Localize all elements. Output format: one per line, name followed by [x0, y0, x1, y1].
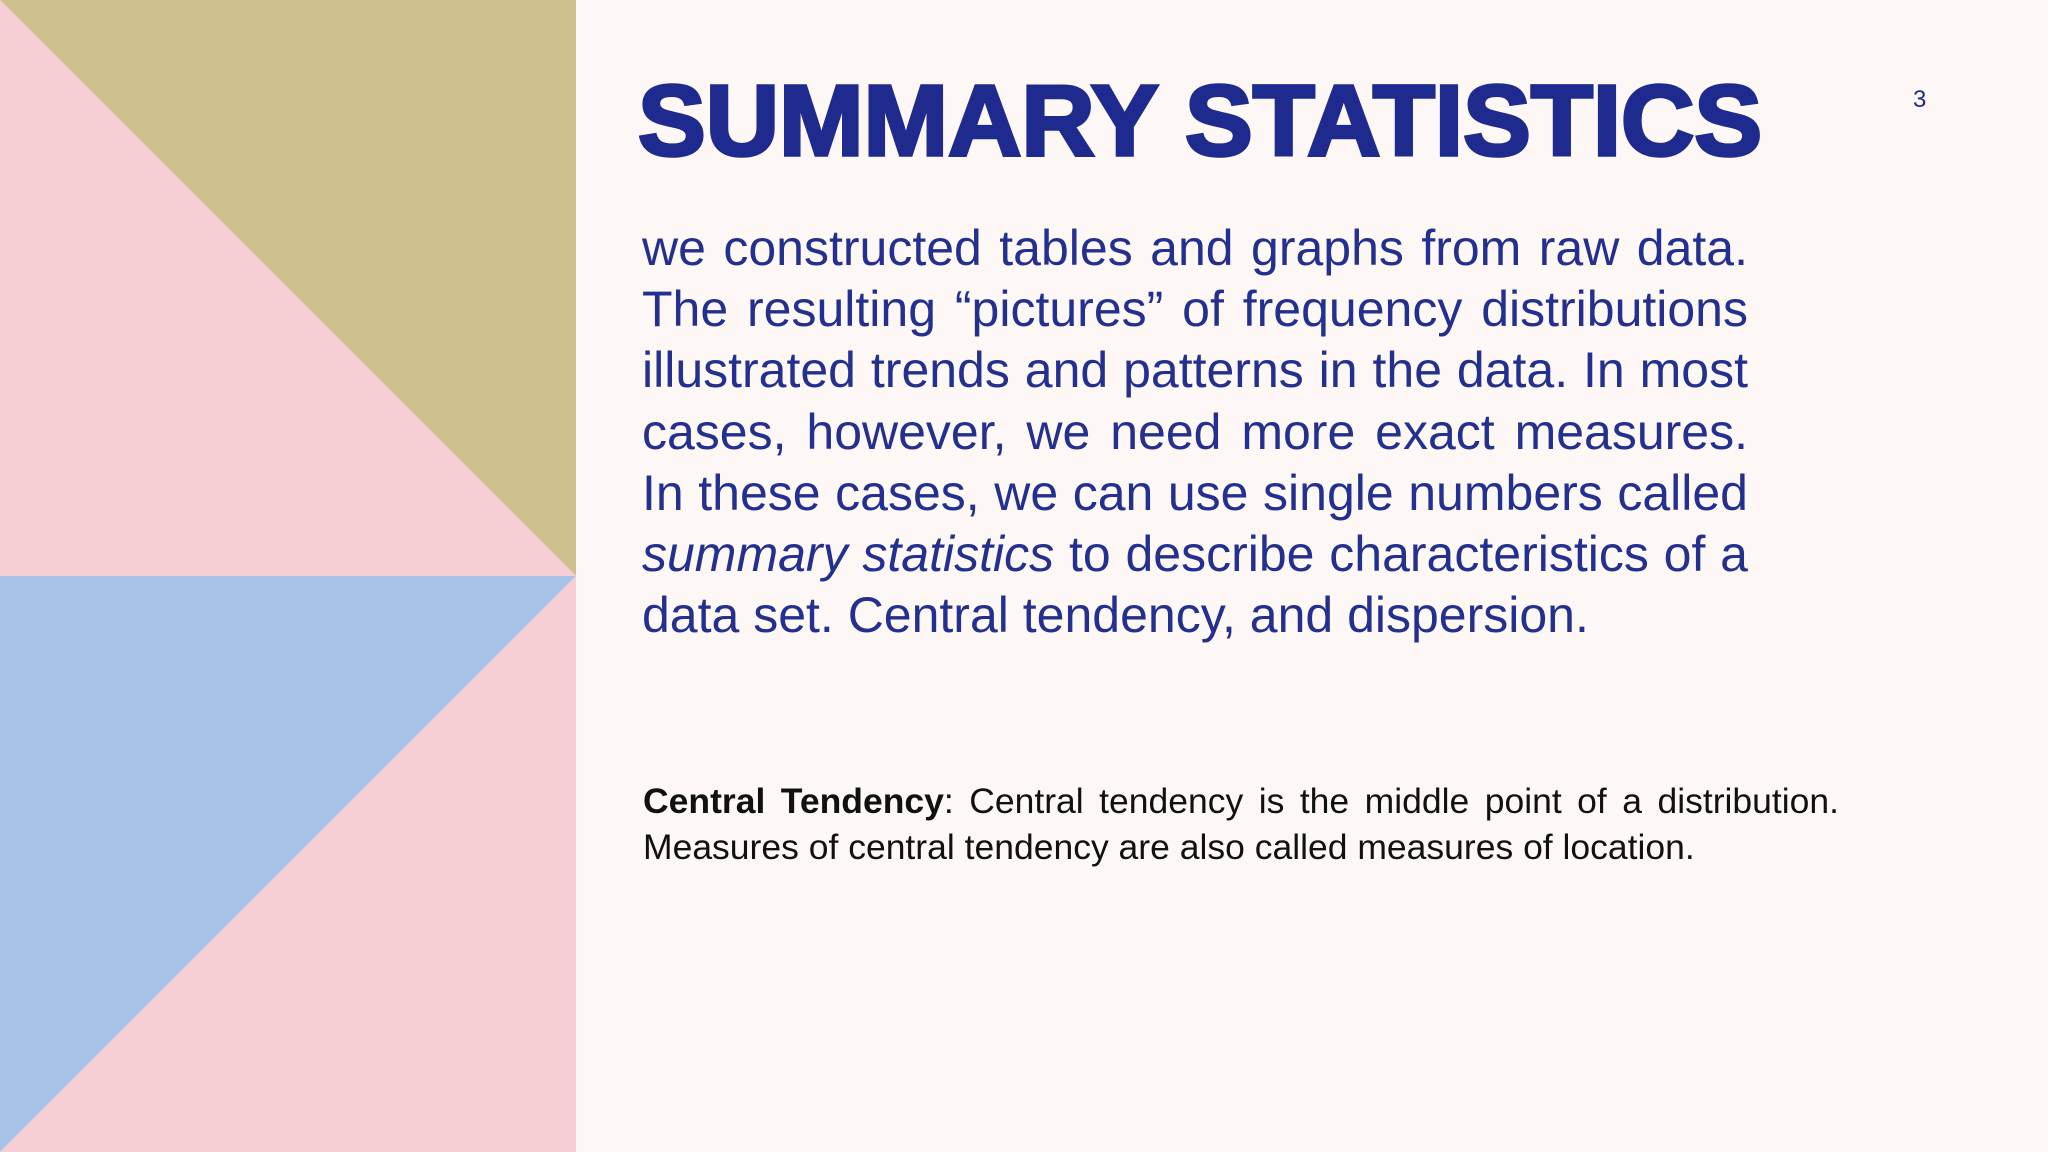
definition-term: Central Tendency	[643, 781, 944, 821]
body-text-part1: we constructed tables and graphs from raw data. The resulting “pictures” of frequency distributions illustrated trends and patterns in the data. In most cases, however, we need more exact measures. In these cases, we can use single numbers called	[642, 220, 1748, 521]
geometric-shapes-icon	[0, 0, 576, 1152]
body-text-emphasis: summary statistics	[642, 526, 1055, 583]
definition-separator: :	[943, 781, 954, 821]
decorative-geometric-panel	[0, 0, 576, 1152]
page-number: 3	[1913, 86, 1927, 113]
slide-title: SUMMARY STATISTICS	[638, 65, 1763, 177]
body-paragraph	[642, 218, 1748, 646]
body-text-part2: to describe characteristics of a data set. Central tendency, and dispersion.	[642, 526, 1748, 644]
definition-text: Central tendency is the middle point of a distribution. Measures of central tendency are also called measures of location.	[643, 781, 1840, 867]
definition-paragraph	[643, 778, 1839, 870]
